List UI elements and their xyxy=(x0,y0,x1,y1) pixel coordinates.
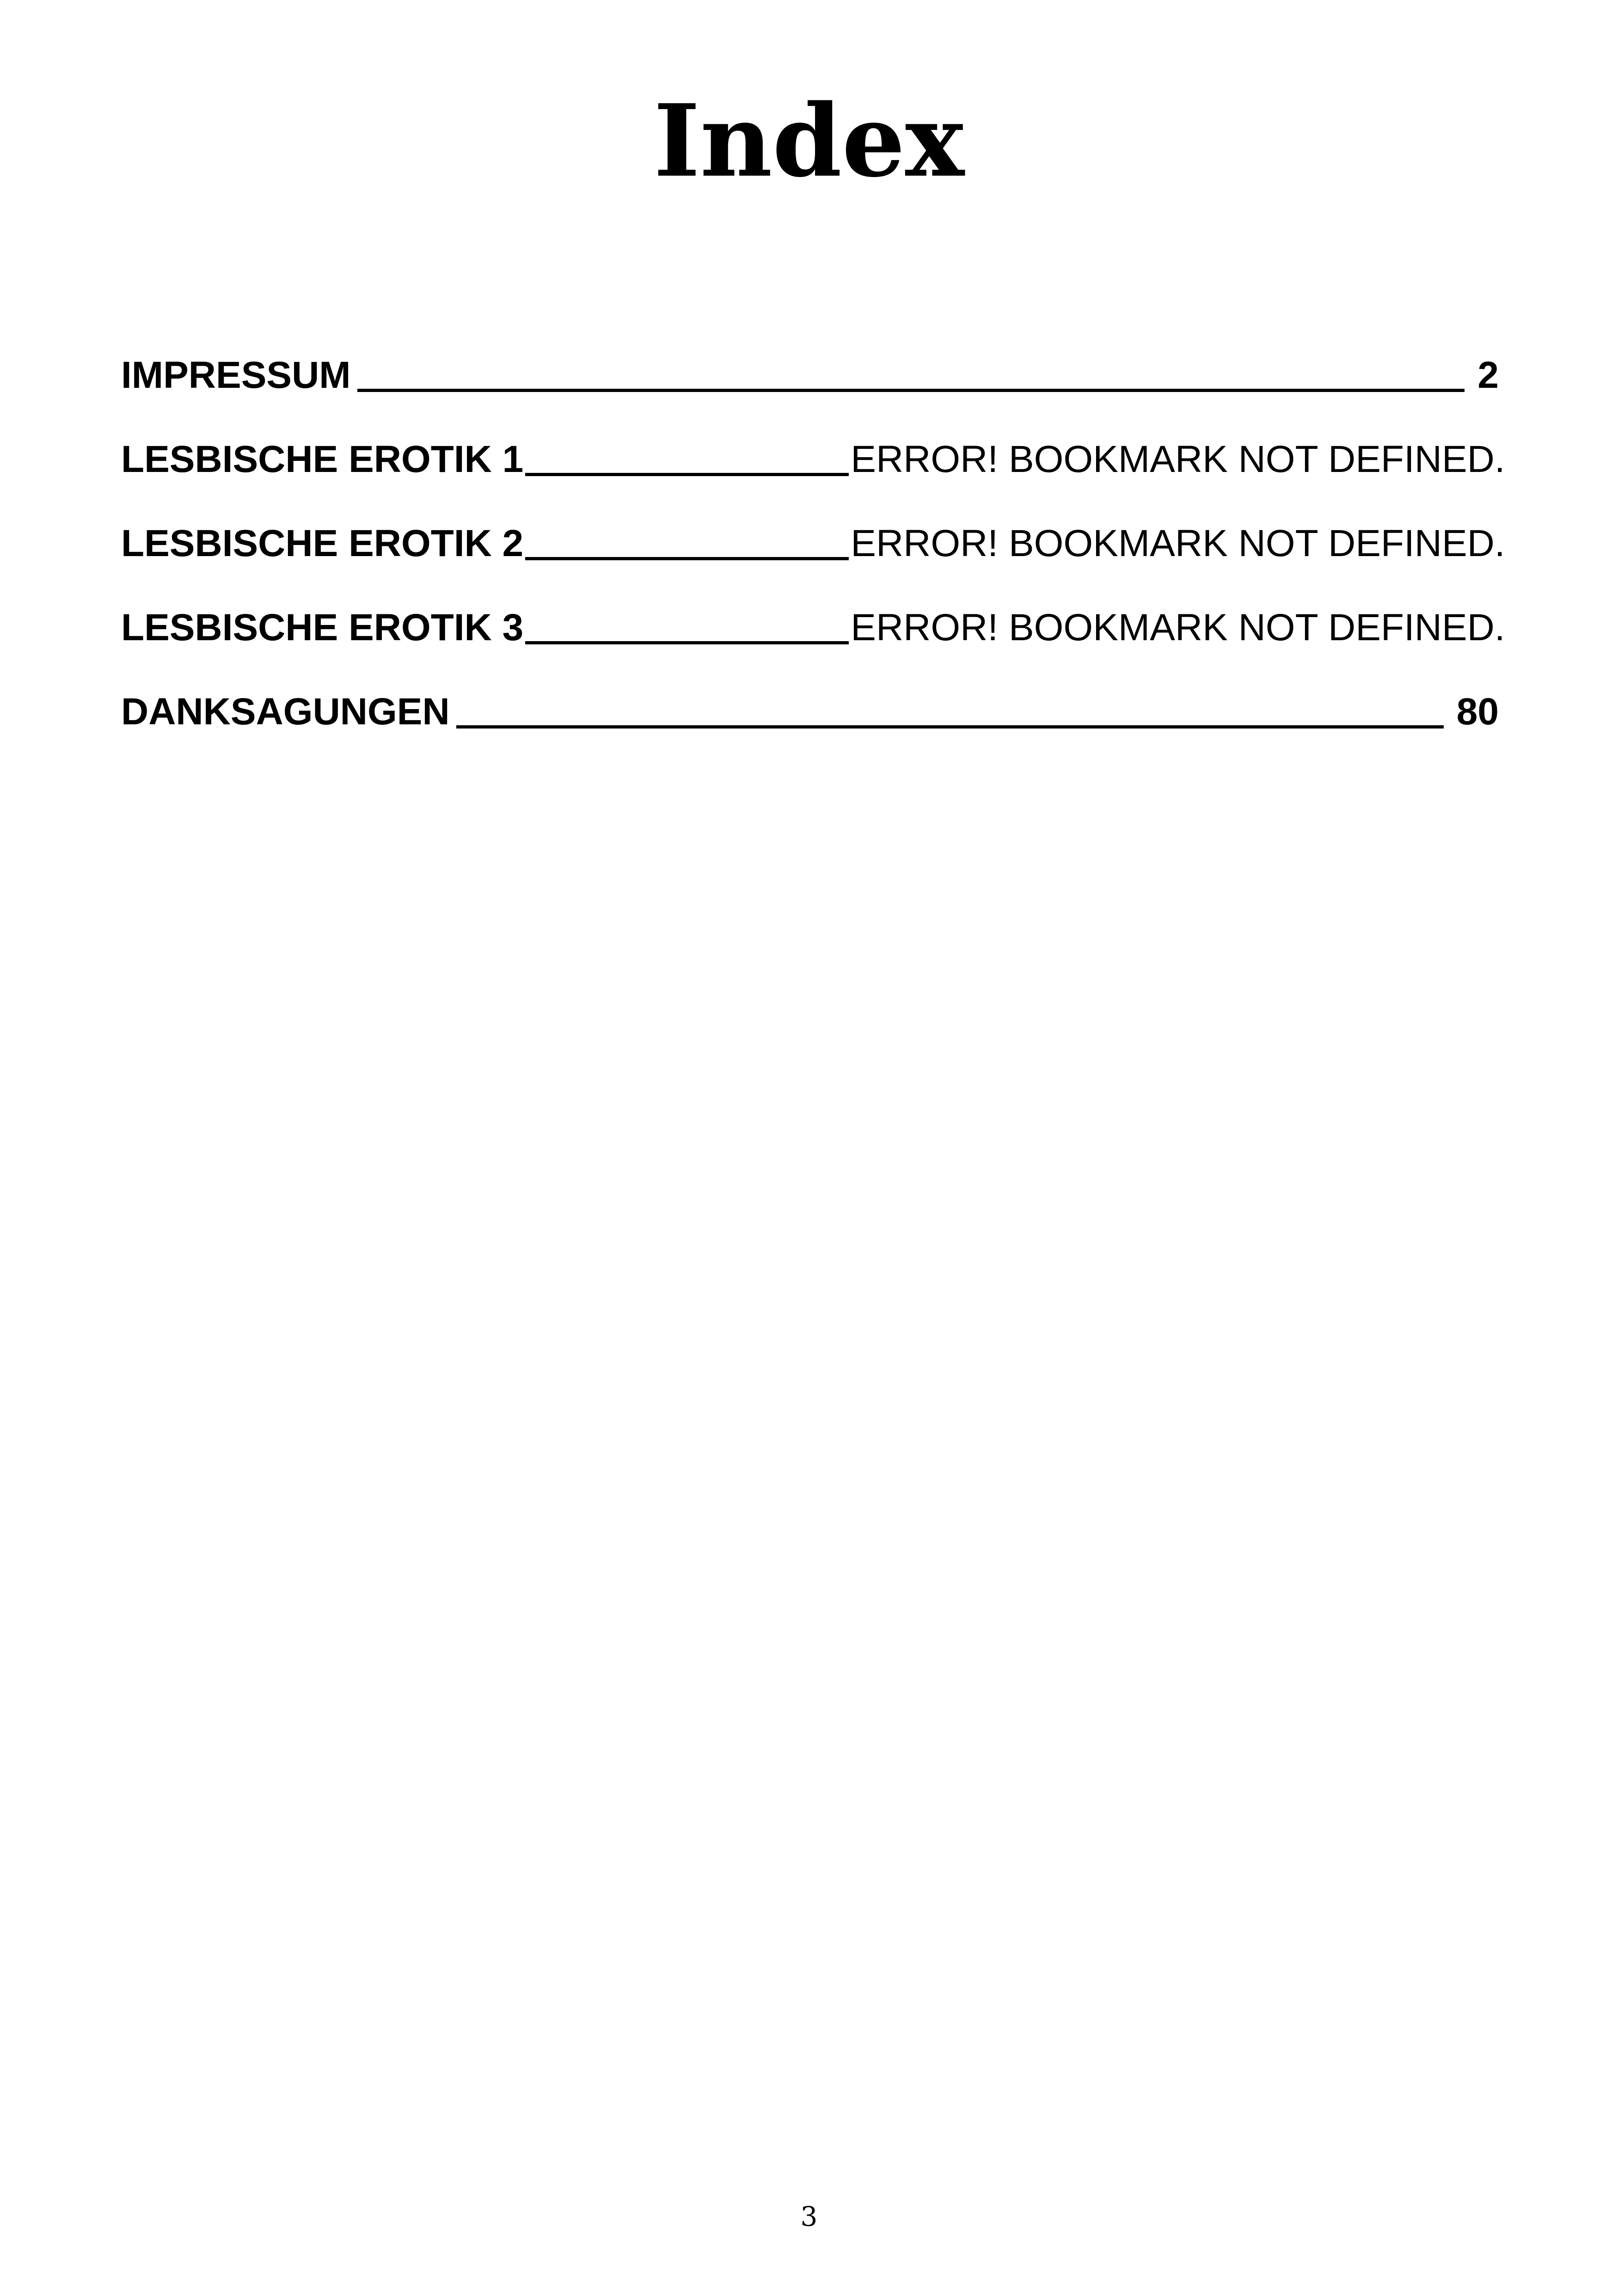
page-title: Index xyxy=(653,82,965,199)
toc-leader-line xyxy=(357,388,1465,392)
toc-entry-label: DANKSAGUNGEN xyxy=(121,691,450,733)
page-number: 3 xyxy=(800,2201,818,2232)
table-of-contents xyxy=(121,314,1505,735)
toc-leader-line xyxy=(525,472,849,476)
toc-entry-page: ERROR! BOOKMARK NOT DEFINED. xyxy=(851,438,1505,480)
toc-leader-line xyxy=(525,557,849,560)
toc-entry-page: ERROR! BOOKMARK NOT DEFINED. xyxy=(851,606,1505,649)
toc-entry-label: LESBISCHE EROTIK 1 xyxy=(121,438,524,480)
toc-entry-lesbische-erotik-3[interactable] xyxy=(121,567,1505,651)
toc-entry-danksagungen[interactable] xyxy=(121,651,1499,735)
toc-entry-lesbische-erotik-2[interactable] xyxy=(121,483,1505,567)
toc-entry-page: 80 xyxy=(1456,691,1499,733)
toc-entry-label: LESBISCHE EROTIK 2 xyxy=(121,522,524,564)
toc-entry-label: LESBISCHE EROTIK 3 xyxy=(121,606,524,649)
toc-entry-page: 2 xyxy=(1477,354,1499,396)
toc-entry-label: IMPRESSUM xyxy=(121,354,351,396)
toc-entry-lesbische-erotik-1[interactable] xyxy=(121,398,1505,483)
toc-entry-page: ERROR! BOOKMARK NOT DEFINED. xyxy=(851,522,1505,564)
toc-leader-line xyxy=(456,725,1444,729)
toc-entry-impressum[interactable] xyxy=(121,314,1499,398)
toc-leader-line xyxy=(525,641,849,644)
